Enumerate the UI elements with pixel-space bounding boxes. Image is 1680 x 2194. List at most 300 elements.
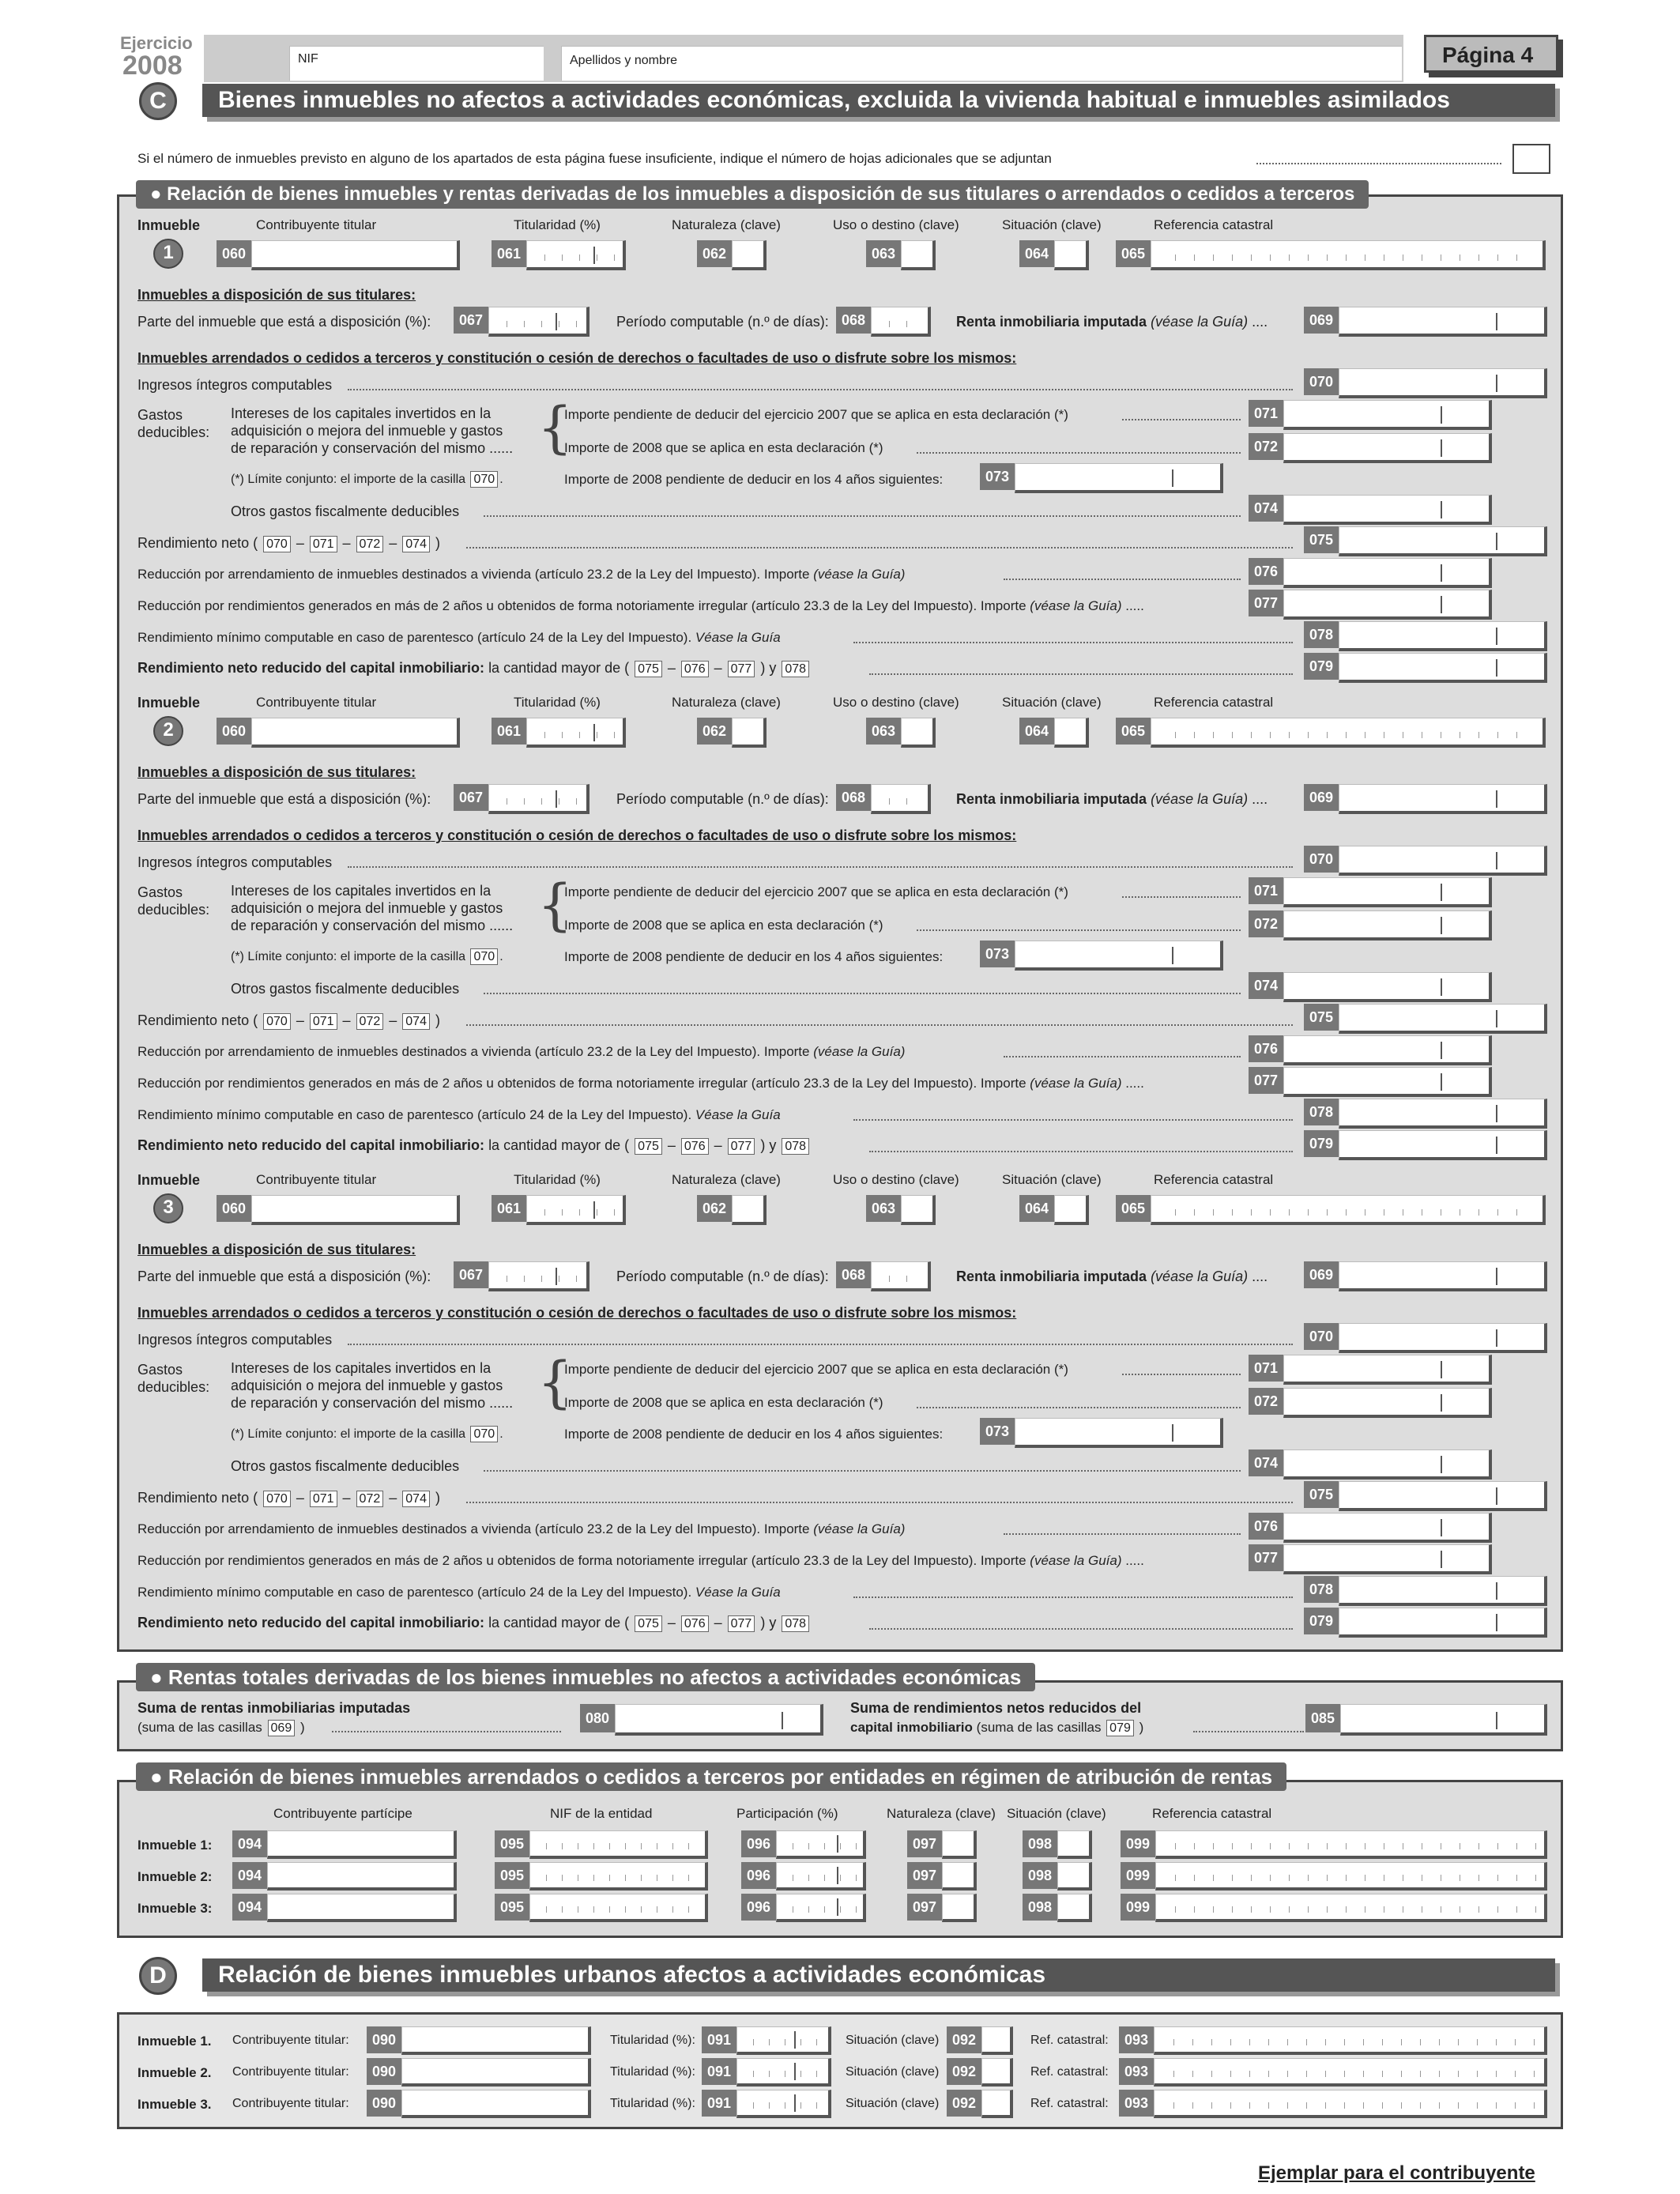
code-090: 090 [367,2026,401,2053]
code-065: 065 [1116,1195,1151,1222]
col-ref-catastral: Referencia catastral [1152,1806,1272,1821]
page-badge [1424,35,1558,73]
atribucion-title: ● Relación de bienes inmuebles arrendados o cedidos a terceros por entidades en régimen de atribución de rentas [136,1762,1286,1791]
code-069: 069 [1304,307,1339,334]
code-071: 071 [1249,877,1283,904]
code-078: 078 [1304,1099,1339,1125]
code-096: 096 [741,1862,776,1889]
importe-pendiente-4-label: Importe de 2008 pendiente de deducir en los 4 años siguientes: [564,1427,944,1442]
field-072[interactable] [1283,910,1492,941]
brace: { [537,873,573,937]
rendimiento-reducido-label: Rendimiento neto reducido del capital inmobiliario: la cantidad mayor de ( 075 – 076 – 077 ) y 078 [137,1138,811,1155]
field-073[interactable] [1015,463,1223,493]
ejercicio-label: Ejercicio [120,33,193,53]
field-064[interactable] [1054,240,1089,270]
field-076[interactable] [1283,1513,1492,1543]
code-074: 074 [1249,1449,1283,1476]
suma-069-label: (suma de las casillas 069 ) [137,1720,305,1735]
col-ref-catastral: Referencia catastral [1154,1172,1274,1187]
field-072[interactable] [1283,1388,1492,1418]
code-072: 072 [1249,1388,1283,1415]
otros-gastos-label: Otros gastos fiscalmente deducibles [231,503,460,519]
code-098: 098 [1023,1894,1057,1921]
col-naturaleza: Naturaleza (clave) [672,695,781,710]
code-077: 077 [1249,590,1283,616]
field-070[interactable] [1339,368,1547,398]
code-099: 099 [1121,1894,1155,1921]
code-094: 094 [232,1862,267,1889]
rendimiento-reducido-label: Rendimiento neto reducido del capital inmobiliario: la cantidad mayor de ( 075 – 076 – 077 ) y 078 [137,1615,811,1632]
field-079[interactable] [1339,1608,1547,1638]
intereses-line-1: Intereses de los capitales invertidos en la [231,883,492,899]
field-077[interactable] [1283,590,1492,620]
d-ref-catastral-label: Ref. catastral: [1030,2034,1109,2047]
d-situacion-label: Situación (clave) [846,2034,940,2047]
code-097: 097 [907,1862,942,1889]
code-079: 079 [1304,653,1339,680]
code-061: 061 [492,1195,526,1222]
parte-inmueble-label: Parte del inmueble que está a disposición (%): [137,314,431,330]
d-contribuyente-label: Contribuyente titular: [232,2034,349,2047]
intereses-line-3: de reparación y conservación del mismo ...... [231,918,514,933]
col-titularidad: Titularidad (%) [514,1172,601,1187]
code-095: 095 [495,1862,529,1889]
code-078: 078 [1304,621,1339,648]
intereses-line-2: adquisición o mejora del inmueble y gastos [231,900,503,916]
arrendados-title: Inmuebles arrendados o cedidos a terceros y constitución o cesión de derechos o facultades de uso o disfrute sobre los mismos: [137,827,1017,843]
field-074[interactable] [1283,495,1492,525]
page-label: Página 4 [1442,43,1534,67]
col-situacion: Situación (clave) [1007,1806,1106,1821]
field-064[interactable] [1054,718,1089,748]
d-row-label: Inmueble 3. [137,2097,212,2112]
code-069: 069 [1304,784,1339,811]
periodo-label: Período computable (n.º de días): [616,791,829,807]
field-095[interactable] [529,1830,708,1859]
code-093: 093 [1119,2058,1154,2085]
apellidos-label: Apellidos y nombre [570,54,678,67]
suma-079-label: capital inmobiliario (suma de las casillas 079 ) [850,1720,1144,1735]
intereses-line-2: adquisición o mejora del inmueble y gastos [231,1378,503,1393]
suma-rendimientos-label: Suma de rendimientos netos reducidos del [850,1700,1142,1716]
field-079[interactable] [1339,1130,1547,1160]
code-068: 068 [836,1261,871,1288]
field-077[interactable] [1283,1544,1492,1574]
field-095[interactable] [529,1862,708,1891]
field-096[interactable] [776,1862,866,1891]
field-074[interactable] [1283,1449,1492,1480]
intereses-line-3: de reparación y conservación del mismo ...... [231,440,514,456]
field-098[interactable] [1057,1830,1092,1859]
code-076: 076 [1249,1513,1283,1540]
code-075: 075 [1304,526,1339,553]
suma-imputadas-label: Suma de rentas inmobiliarias imputadas [137,1700,411,1716]
field-078[interactable] [1339,621,1547,651]
gastos-label-2: deducibles: [137,424,210,440]
field-075[interactable] [1339,1481,1547,1511]
code-098: 098 [1023,1862,1057,1889]
rendimiento-reducido-label: Rendimiento neto reducido del capital inmobiliario: la cantidad mayor de ( 075 – 076 – 077 ) y 078 [137,661,811,677]
field-078[interactable] [1339,1576,1547,1606]
section-c-badge: C [139,82,177,120]
brace: { [537,1350,573,1415]
code-071: 071 [1249,400,1283,427]
importe-pendiente-4-label: Importe de 2008 pendiente de deducir en los 4 años siguientes: [564,949,944,964]
field-080[interactable] [615,1704,823,1736]
field-062[interactable] [732,718,767,748]
col-contribuyente: Contribuyente titular [256,217,377,232]
code-075: 075 [1304,1004,1339,1031]
intereses-line-1: Intereses de los capitales invertidos en la [231,405,492,421]
field-077[interactable] [1283,1067,1492,1097]
code-085: 085 [1305,1704,1340,1732]
field-092[interactable] [981,2058,1013,2087]
field-060[interactable] [251,1195,460,1225]
arrendados-title: Inmuebles arrendados o cedidos a terceros y constitución o cesión de derechos o facultades de uso o disfrute sobre los mismos: [137,1305,1017,1321]
code-060: 060 [217,1195,251,1222]
additional-sheets-note: Si el número de inmuebles previsto en alguno de los apartados de esta página fuese insuficiente, indique el número de hojas adicionales que se adjuntan [137,151,1052,166]
field-068[interactable] [871,784,931,814]
field-068[interactable] [871,1261,931,1291]
field-071[interactable] [1283,877,1492,907]
code-093: 093 [1119,2090,1154,2117]
code-062: 062 [697,240,732,267]
col-situacion: Situación (clave) [1002,217,1102,232]
code-071: 071 [1249,1355,1283,1382]
rendimiento-neto-label: Rendimiento neto ( 070 – 071 – 072 – 074 ) [137,535,440,551]
field-096[interactable] [776,1830,866,1859]
renta-imputada-label: Renta inmobiliaria imputada (véase la Guía) .... [956,314,1268,330]
parte-inmueble-label: Parte del inmueble que está a disposición (%): [137,791,431,807]
field-075[interactable] [1339,1004,1547,1034]
code-077: 077 [1249,1067,1283,1094]
code-078: 078 [1304,1576,1339,1603]
totales-title: ● Rentas totales derivadas de los bienes inmuebles no afectos a actividades económicas [136,1663,1035,1691]
d-situacion-label: Situación (clave) [846,2097,940,2110]
importe-2008-label: Importe de 2008 que se aplica en esta declaración (*) [564,440,883,455]
field-090[interactable] [401,2026,591,2055]
section-d-badge: D [139,1957,177,1995]
field-061[interactable] [526,718,626,748]
field-098[interactable] [1057,1862,1092,1891]
reduccion-irregular-label: Reducción por rendimientos generados en más de 2 años u obtenidos de forma notoriamente irregular (artículo 23.3 de la Ley del Impuesto). Importe (véase la Guía) ..... [137,1553,1144,1568]
field-097[interactable] [942,1830,977,1859]
code-076: 076 [1249,1035,1283,1062]
field-076[interactable] [1283,558,1492,588]
code-099: 099 [1121,1830,1155,1857]
col-situacion: Situación (clave) [1002,1172,1102,1187]
d-ref-catastral-label: Ref. catastral: [1030,2065,1109,2079]
field-065[interactable] [1151,718,1546,748]
additional-sheets-field[interactable] [1512,144,1550,174]
importe-pendiente-label: Importe pendiente de deducir del ejercicio 2007 que se aplica en esta declaración (*) [564,884,1068,899]
field-099[interactable] [1155,1894,1547,1922]
field-094[interactable] [267,1862,457,1891]
code-067: 067 [454,1261,488,1288]
year-label: 2008 [122,51,183,81]
code-079: 079 [1304,1130,1339,1157]
code-065: 065 [1116,240,1151,267]
code-070: 070 [1304,1323,1339,1350]
code-068: 068 [836,307,871,334]
field-065[interactable] [1151,1195,1546,1225]
field-062[interactable] [732,1195,767,1225]
code-072: 072 [1249,433,1283,460]
parte-inmueble-label: Parte del inmueble que está a disposición (%): [137,1269,431,1284]
section-d-title: Relación de bienes inmuebles urbanos afectos a actividades económicas [202,1958,1555,1992]
code-073: 073 [980,941,1015,967]
field-069[interactable] [1339,1261,1547,1291]
nif-field[interactable] [289,46,544,81]
code-069: 069 [1304,1261,1339,1288]
gastos-label-2: deducibles: [137,1379,210,1395]
code-074: 074 [1249,495,1283,522]
field-093[interactable] [1154,2058,1547,2087]
field-063[interactable] [901,240,936,270]
d-titularidad-label: Titularidad (%): [610,2097,695,2110]
code-075: 075 [1304,1481,1339,1508]
brace: { [537,395,573,460]
code-068: 068 [836,784,871,811]
code-070: 070 [1304,368,1339,395]
atribucion-row-label: Inmueble 1: [137,1838,213,1853]
code-064: 064 [1019,1195,1054,1222]
limite-label: (*) Límite conjunto: el importe de la casilla 070 . [231,1427,503,1441]
reduccion-vivienda-label: Reducción por arrendamiento de inmuebles destinados a vivienda (artículo 23.2 de la Ley del Impuesto). Importe (véase la Guía) [137,567,906,582]
code-093: 093 [1119,2026,1154,2053]
field-067[interactable] [488,1261,590,1291]
code-091: 091 [702,2090,736,2117]
code-072: 072 [1249,910,1283,937]
code-067: 067 [454,784,488,811]
field-063[interactable] [901,718,936,748]
field-095[interactable] [529,1894,708,1922]
field-093[interactable] [1154,2090,1547,2118]
importe-2008-label: Importe de 2008 que se aplica en esta declaración (*) [564,918,883,933]
field-063[interactable] [901,1195,936,1225]
field-098[interactable] [1057,1894,1092,1922]
col-uso: Uso o destino (clave) [833,217,959,232]
d-ref-catastral-label: Ref. catastral: [1030,2097,1109,2110]
inmueble-number: 3 [153,1193,183,1223]
rendimiento-minimo-label: Rendimiento mínimo computable en caso de parentesco (artículo 24 de la Ley del Impuesto). Véase la Guía [137,1585,781,1600]
importe-2008-label: Importe de 2008 que se aplica en esta declaración (*) [564,1395,883,1410]
code-091: 091 [702,2026,736,2053]
col-ref-catastral: Referencia catastral [1154,217,1274,232]
ejemplar-label: Ejemplar para el contribuyente [1258,2162,1535,2184]
field-075[interactable] [1339,526,1547,556]
field-065[interactable] [1151,240,1546,270]
nif-label: NIF [298,52,318,66]
inmueble-number: 2 [153,716,183,746]
apellidos-field[interactable] [561,46,1402,81]
gastos-label-1: Gastos [137,1362,183,1378]
disposicion-title: Inmuebles a disposición de sus titulares: [137,1242,416,1257]
field-060[interactable] [251,240,460,270]
code-074: 074 [1249,972,1283,999]
otros-gastos-label: Otros gastos fiscalmente deducibles [231,1458,460,1474]
code-092: 092 [947,2058,981,2085]
code-091: 091 [702,2058,736,2085]
code-097: 097 [907,1894,942,1921]
inmueble-number: 1 [153,239,183,269]
field-070[interactable] [1339,846,1547,876]
field-092[interactable] [981,2090,1013,2118]
importe-pendiente-label: Importe pendiente de deducir del ejercicio 2007 que se aplica en esta declaración (*) [564,1362,1068,1377]
field-091[interactable] [736,2090,831,2118]
code-080: 080 [580,1704,615,1732]
periodo-label: Período computable (n.º de días): [616,1269,829,1284]
col-contribuyente: Contribuyente titular [256,695,377,710]
col-titularidad: Titularidad (%) [514,217,601,232]
col-situacion: Situación (clave) [1002,695,1102,710]
field-079[interactable] [1339,653,1547,683]
d-contribuyente-label: Contribuyente titular: [232,2065,349,2079]
col-titularidad: Titularidad (%) [514,695,601,710]
code-092: 092 [947,2026,981,2053]
field-096[interactable] [776,1894,866,1922]
col-contribuyente-participe: Contribuyente partícipe [273,1806,412,1821]
rendimiento-neto-label: Rendimiento neto ( 070 – 071 – 072 – 074 ) [137,1490,440,1506]
field-061[interactable] [526,240,626,270]
field-099[interactable] [1155,1830,1547,1859]
col-ref-catastral: Referencia catastral [1154,695,1274,710]
d-titularidad-label: Titularidad (%): [610,2065,695,2079]
field-093[interactable] [1154,2026,1547,2055]
code-098: 098 [1023,1830,1057,1857]
atribucion-row-label: Inmueble 3: [137,1901,213,1916]
reduccion-irregular-label: Reducción por rendimientos generados en más de 2 años u obtenidos de forma notoriamente irregular (artículo 23.3 de la Ley del Impuesto). Importe (véase la Guía) ..... [137,598,1144,613]
code-096: 096 [741,1894,776,1921]
d-row-label: Inmueble 2. [137,2065,212,2080]
code-061: 061 [492,718,526,745]
field-073[interactable] [1015,941,1223,971]
arrendados-title: Inmuebles arrendados o cedidos a terceros y constitución o cesión de derechos o facultades de uso o disfrute sobre los mismos: [137,350,1017,366]
gastos-label-1: Gastos [137,884,183,900]
code-070: 070 [1304,846,1339,873]
col-participacion: Participación (%) [736,1806,838,1821]
limite-label: (*) Límite conjunto: el importe de la casilla 070 . [231,950,503,963]
code-063: 063 [866,1195,901,1222]
inmueble-label: Inmueble [137,1172,201,1188]
field-072[interactable] [1283,433,1492,463]
col-naturaleza: Naturaleza (clave) [887,1806,996,1821]
code-076: 076 [1249,558,1283,585]
field-061[interactable] [526,1195,626,1225]
field-070[interactable] [1339,1323,1547,1353]
field-091[interactable] [736,2058,831,2087]
field-094[interactable] [267,1830,457,1859]
code-097: 097 [907,1830,942,1857]
field-067[interactable] [488,307,590,337]
col-nif-entidad: NIF de la entidad [550,1806,653,1821]
field-097[interactable] [942,1894,977,1922]
reduccion-vivienda-label: Reducción por arrendamiento de inmuebles destinados a vivienda (artículo 23.2 de la Ley del Impuesto). Importe (véase la Guía) [137,1044,906,1059]
col-naturaleza: Naturaleza (clave) [672,217,781,232]
field-062[interactable] [732,240,767,270]
field-076[interactable] [1283,1035,1492,1065]
section-c-title: Bienes inmuebles no afectos a actividades económicas, excluida la vivienda habitual e inmuebles asimilados [202,84,1555,117]
code-094: 094 [232,1894,267,1921]
code-063: 063 [866,240,901,267]
reduccion-irregular-label: Reducción por rendimientos generados en más de 2 años u obtenidos de forma notoriamente irregular (artículo 23.3 de la Ley del Impuesto). Importe (véase la Guía) ..... [137,1076,1144,1091]
atribucion-row-label: Inmueble 2: [137,1869,213,1884]
renta-imputada-label: Renta inmobiliaria imputada (véase la Guía) .... [956,1269,1268,1284]
periodo-label: Período computable (n.º de días): [616,314,829,330]
reduccion-vivienda-label: Reducción por arrendamiento de inmuebles destinados a vivienda (artículo 23.2 de la Ley del Impuesto). Importe (véase la Guía) [137,1521,906,1536]
code-065: 065 [1116,718,1151,745]
field-071[interactable] [1283,400,1492,430]
gastos-label-2: deducibles: [137,902,210,918]
field-071[interactable] [1283,1355,1492,1385]
field-090[interactable] [401,2090,591,2118]
field-073[interactable] [1015,1418,1223,1448]
field-078[interactable] [1339,1099,1547,1129]
code-073: 073 [980,1418,1015,1445]
ingresos-label: Ingresos íntegros computables [137,377,333,393]
field-067[interactable] [488,784,590,814]
field-097[interactable] [942,1862,977,1891]
d-contribuyente-label: Contribuyente titular: [232,2097,349,2110]
field-085[interactable] [1340,1704,1547,1736]
code-094: 094 [232,1830,267,1857]
field-068[interactable] [871,307,931,337]
code-061: 061 [492,240,526,267]
field-094[interactable] [267,1894,457,1922]
field-064[interactable] [1054,1195,1089,1225]
code-095: 095 [495,1830,529,1857]
code-095: 095 [495,1894,529,1921]
importe-pendiente-4-label: Importe de 2008 pendiente de deducir en los 4 años siguientes: [564,472,944,487]
code-092: 092 [947,2090,981,2117]
disposicion-title: Inmuebles a disposición de sus titulares: [137,287,416,303]
importe-pendiente-label: Importe pendiente de deducir del ejercicio 2007 que se aplica en esta declaración (*) [564,407,1068,422]
field-090[interactable] [401,2058,591,2087]
intereses-line-1: Intereses de los capitales invertidos en la [231,1360,492,1376]
relation-title: ● Relación de bienes inmuebles y rentas derivadas de los inmuebles a disposición de sus titulares o arrendados o cedidos a terceros [136,180,1369,209]
intereses-line-3: de reparación y conservación del mismo ...... [231,1395,514,1411]
ingresos-label: Ingresos íntegros computables [137,1332,333,1348]
code-060: 060 [217,240,251,267]
field-074[interactable] [1283,972,1492,1002]
code-096: 096 [741,1830,776,1857]
code-090: 090 [367,2058,401,2085]
col-uso: Uso o destino (clave) [833,1172,959,1187]
field-069[interactable] [1339,784,1547,814]
gastos-label-1: Gastos [137,407,183,423]
code-067: 067 [454,307,488,334]
rendimiento-minimo-label: Rendimiento mínimo computable en caso de parentesco (artículo 24 de la Ley del Impuesto). Véase la Guía [137,630,781,645]
field-069[interactable] [1339,307,1547,337]
otros-gastos-label: Otros gastos fiscalmente deducibles [231,981,460,997]
inmueble-label: Inmueble [137,217,201,233]
limite-label: (*) Límite conjunto: el importe de la casilla 070 . [231,473,503,486]
code-077: 077 [1249,1544,1283,1571]
code-090: 090 [367,2090,401,2117]
ingresos-label: Ingresos íntegros computables [137,854,333,870]
rendimiento-neto-label: Rendimiento neto ( 070 – 071 – 072 – 074 ) [137,1012,440,1028]
rendimiento-minimo-label: Rendimiento mínimo computable en caso de parentesco (artículo 24 de la Ley del Impuesto). Véase la Guía [137,1107,781,1122]
field-060[interactable] [251,718,460,748]
code-099: 099 [1121,1862,1155,1889]
inmueble-label: Inmueble [137,695,201,711]
code-064: 064 [1019,718,1054,745]
field-099[interactable] [1155,1862,1547,1891]
field-091[interactable] [736,2026,831,2055]
code-060: 060 [217,718,251,745]
field-092[interactable] [981,2026,1013,2055]
code-062: 062 [697,1195,732,1222]
